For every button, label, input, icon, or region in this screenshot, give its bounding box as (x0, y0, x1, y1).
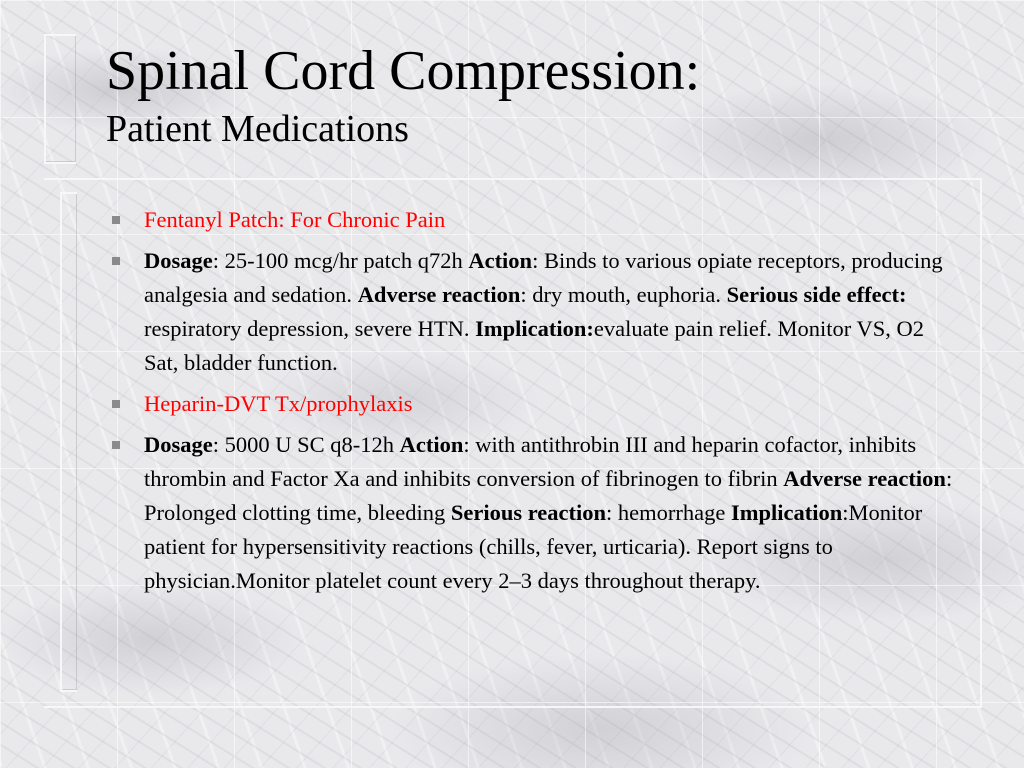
dosage-text: : 25-100 mcg/hr patch q72h (212, 248, 469, 273)
adverse-reaction-label: Adverse reaction (357, 282, 521, 307)
adverse-reaction-label: Adverse reaction (783, 466, 946, 491)
bullet-item-heparin-details (106, 428, 956, 598)
bullet-item-heparin-heading (106, 387, 956, 421)
square-bullet-icon (112, 441, 120, 449)
implication-label: Implication: (475, 316, 594, 341)
drug-heading-heparin: Heparin-DVT Tx/prophylaxis (144, 391, 413, 416)
action-text: : with antithrobin III and heparin cofactor, inhibits thrombin and Factor Xa and inhibits conversion of fibrinogen to fibrin (144, 432, 917, 491)
body-bracket (60, 192, 77, 692)
title-bracket (44, 34, 76, 164)
square-bullet-icon (112, 216, 120, 224)
bullet-item-fentanyl-details (106, 244, 956, 380)
bullet-item-fentanyl-heading (106, 203, 956, 237)
serious-effect-text: respiratory depression, severe HTN. (144, 316, 476, 341)
serious-reaction-label: Serious reaction (450, 500, 607, 525)
action-label: Action (468, 248, 533, 273)
dosage-label: Dosage (144, 432, 213, 457)
bullet-list (106, 203, 956, 605)
serious-reaction-text: : hemorrhage (606, 500, 731, 525)
action-label: Action (399, 432, 464, 457)
adverse-reaction-text: : dry mouth, euphoria. (520, 282, 727, 307)
square-bullet-icon (112, 257, 120, 265)
dosage-text: : 5000 U SC q8-12h (212, 432, 400, 457)
implication-label: Implication (730, 500, 843, 525)
implication-text: :Monitor patient for hypersensitivity reactions (chills, fever, urticaria). Report signs to physician.Monitor platelet count every 2–3 days throughout therapy. (144, 500, 923, 593)
title-main: Spinal Cord Compression: (106, 40, 701, 102)
slide-title (106, 38, 966, 154)
title-subtitle: Patient Medications (106, 108, 409, 150)
dosage-label: Dosage (144, 248, 213, 273)
implication-text: evaluate pain relief. Monitor VS, O2 Sat, bladder function. (144, 316, 925, 375)
drug-heading-fentanyl: Fentanyl Patch: For Chronic Pain (144, 207, 446, 232)
adverse-reaction-text: : Prolonged clotting time, bleeding (144, 466, 953, 525)
serious-effect-label: Serious side effect: (726, 282, 907, 307)
title-divider (44, 178, 982, 180)
square-bullet-icon (112, 400, 120, 408)
action-text: : Binds to various opiate receptors, producing analgesia and sedation. (144, 248, 943, 307)
